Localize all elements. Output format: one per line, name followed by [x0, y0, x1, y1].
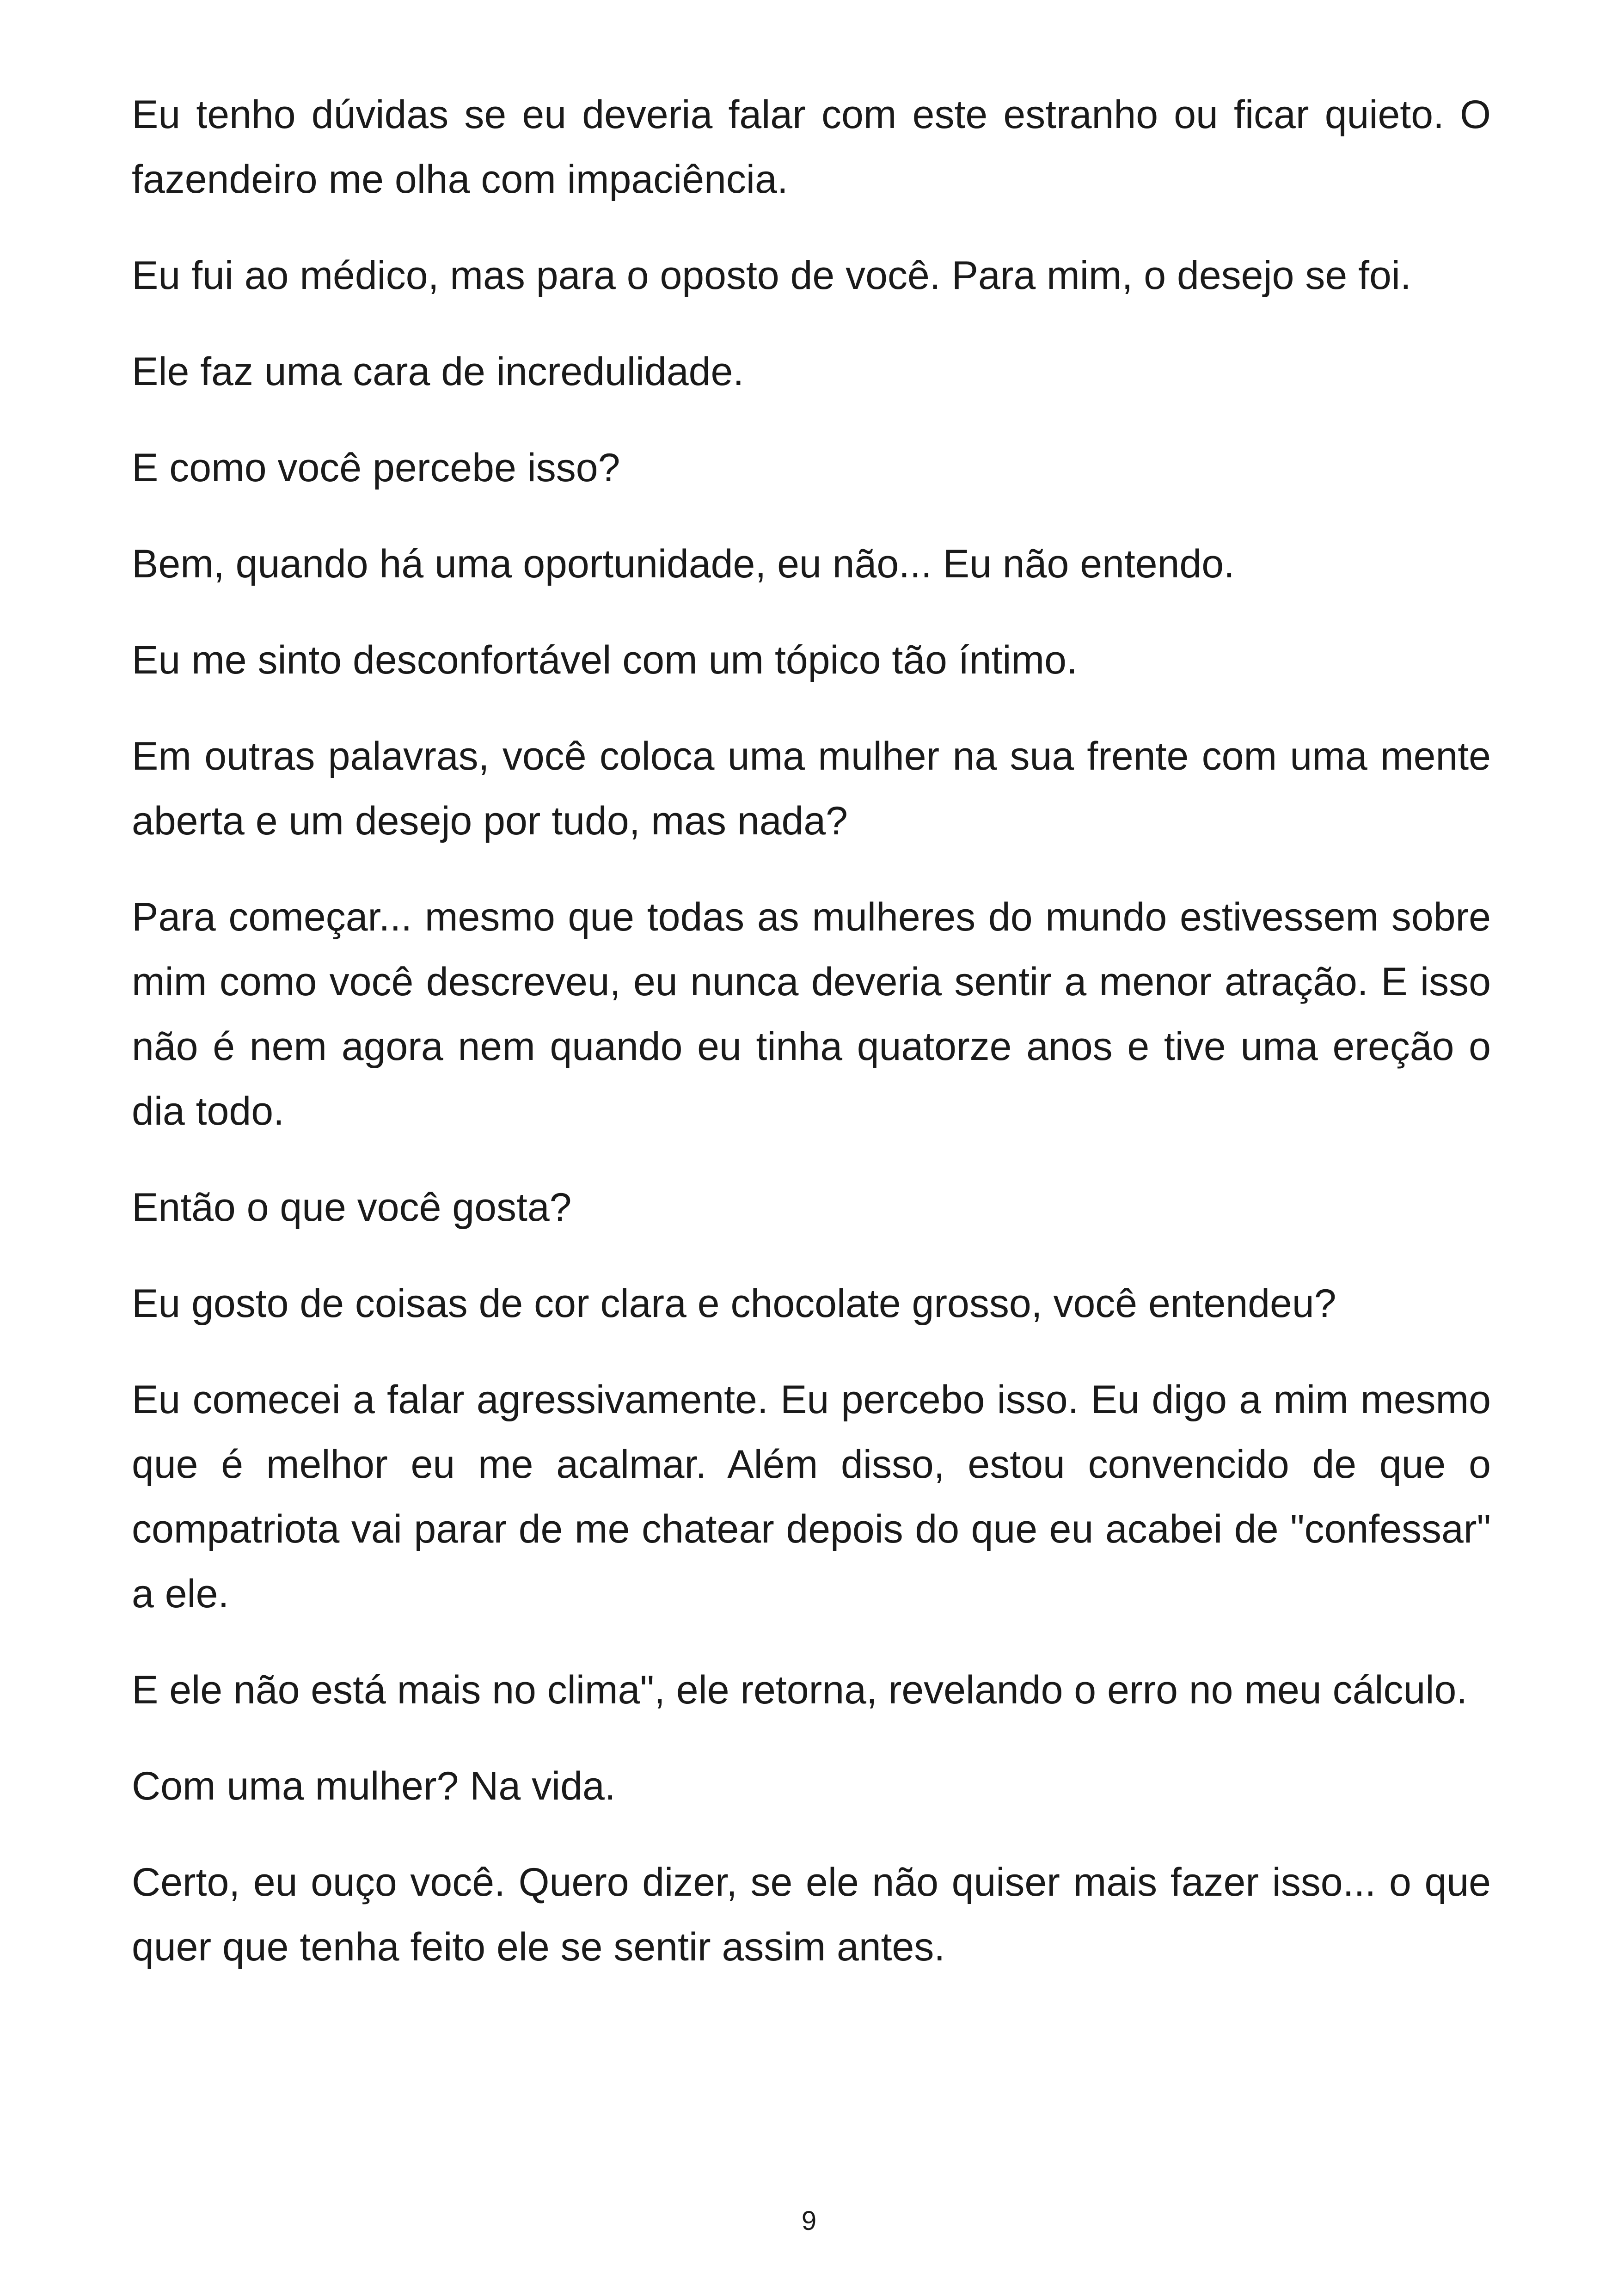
- paragraph: Eu gosto de coisas de cor clara e chocolate grosso, você entendeu?: [132, 1281, 1336, 1326]
- paragraph: Então o que você gosta?: [132, 1185, 572, 1230]
- paragraph: E como você percebe isso?: [132, 446, 620, 490]
- paragraph: Em outras palavras, você coloca uma mulher na sua frente com uma mente aberta e um desejo por tudo, mas nada?: [132, 734, 1491, 843]
- paragraph: Eu tenho dúvidas se eu deveria falar com este estranho ou ficar quieto. O fazendeiro me olha com impaciência.: [132, 92, 1491, 202]
- page-body: [132, 82, 1491, 2011]
- paragraph: Eu fui ao médico, mas para o oposto de você. Para mim, o desejo se foi.: [132, 253, 1411, 298]
- page-number: 9: [801, 2206, 817, 2236]
- paragraph: Para começar... mesmo que todas as mulheres do mundo estivessem sobre mim como você descreveu, eu nunca deveria sentir a menor atração. E isso não é nem agora nem quando eu tinha quatorze anos e tive uma ereção o dia todo.: [132, 895, 1491, 1133]
- paragraph: E ele não está mais no clima", ele retorna, revelando o erro no meu cálculo.: [132, 1668, 1468, 1712]
- paragraph: Certo, eu ouço você. Quero dizer, se ele não quiser mais fazer isso... o que quer que tenha feito ele se sentir assim antes.: [132, 1860, 1491, 1969]
- paragraph: Com uma mulher? Na vida.: [132, 1764, 616, 1808]
- paragraph: Bem, quando há uma oportunidade, eu não... Eu não entendo.: [132, 542, 1235, 586]
- paragraph: Eu comecei a falar agressivamente. Eu percebo isso. Eu digo a mim mesmo que é melhor eu me acalmar. Além disso, estou convencido de que o compatriota vai parar de me chatear depois do que eu acabei de "confessar" a ele.: [132, 1378, 1491, 1616]
- paragraph: Ele faz uma cara de incredulidade.: [132, 349, 744, 394]
- paragraph: Eu me sinto desconfortável com um tópico tão íntimo.: [132, 638, 1078, 682]
